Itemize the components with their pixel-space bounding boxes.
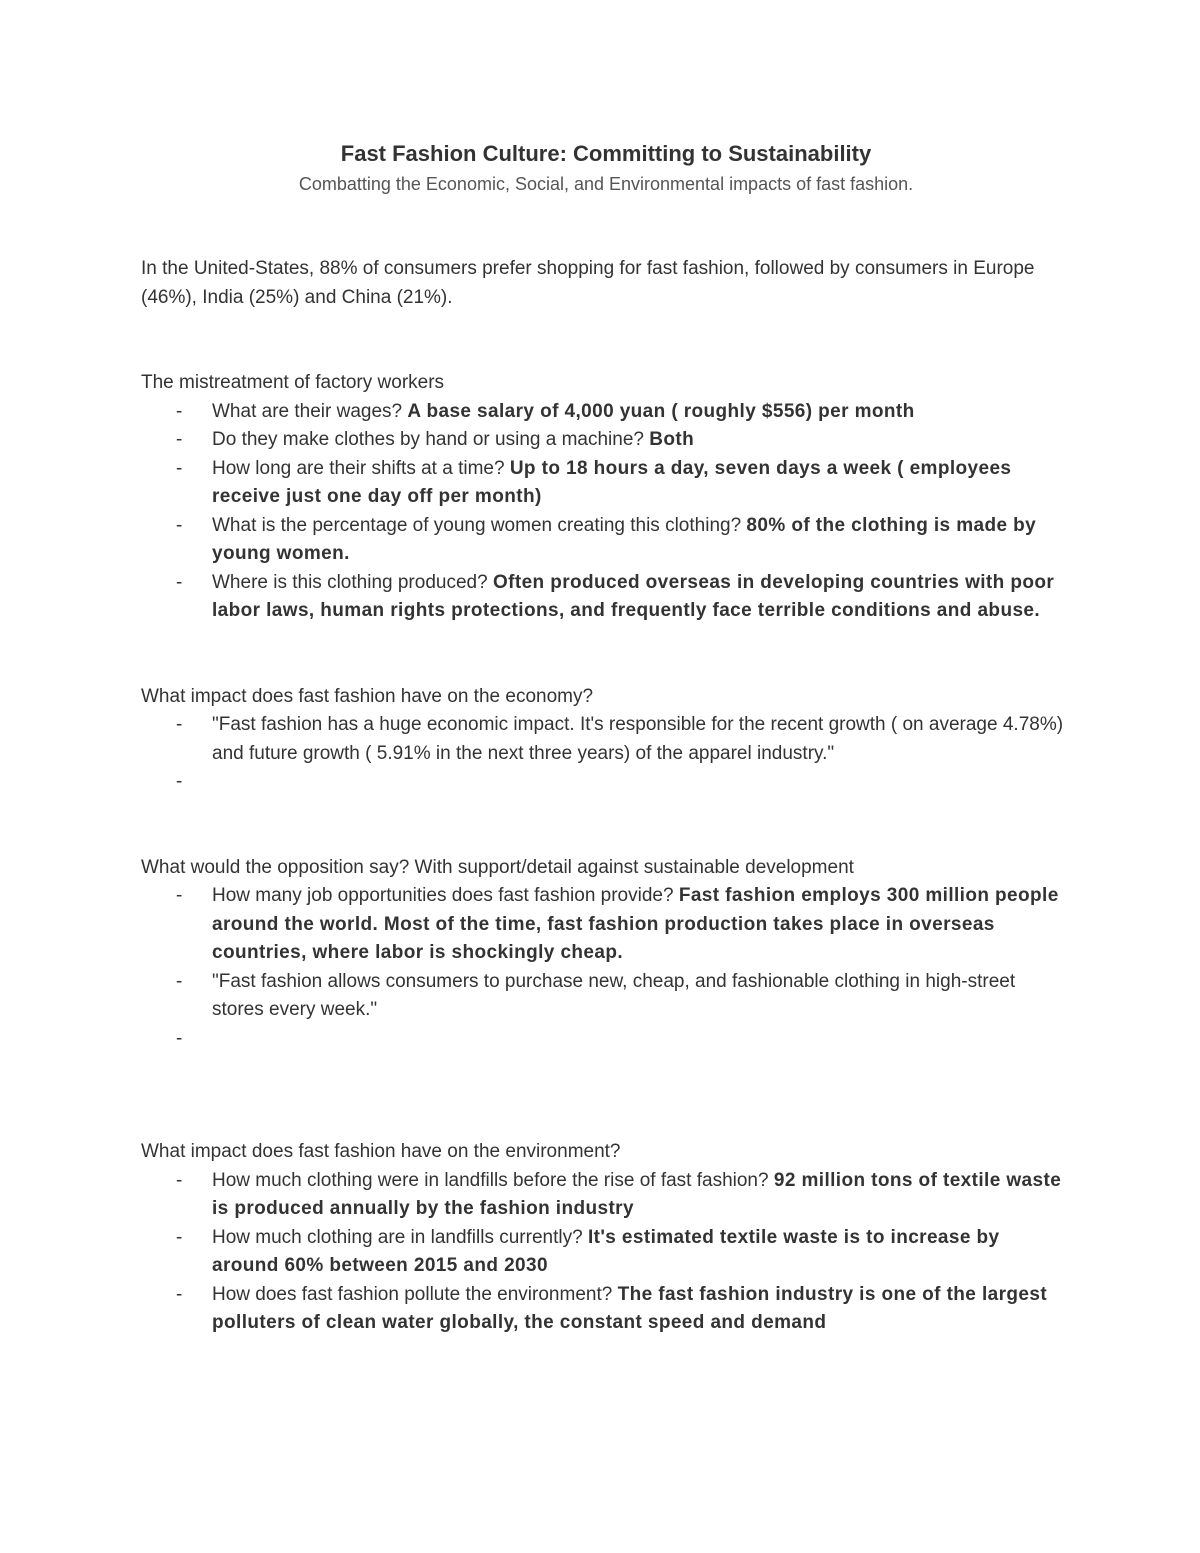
- question-text: Where is this clothing produced?: [212, 571, 493, 593]
- section-heading: What impact does fast fashion have on the economy?: [141, 685, 594, 707]
- answer-text: 92 million tons of textile waste is produced annually by the fashion industry: [212, 1169, 1062, 1219]
- section-heading: What would the opposition say? With support/detail against sustainable development: [141, 856, 854, 878]
- list-item: [212, 569, 1071, 626]
- question-list: [141, 1167, 1071, 1338]
- list-item: [212, 398, 1071, 427]
- question-text: How many job opportunities does fast fashion provide?: [212, 885, 679, 906]
- section-economy: [141, 683, 1071, 797]
- question-text: How long are their shifts at a time?: [212, 457, 510, 479]
- list-item: [212, 711, 1071, 768]
- question-text: How much clothing were in landfills before the rise of fast fashion?: [212, 1169, 774, 1191]
- section-opposition: [141, 854, 1071, 1054]
- question-text: How does fast fashion pollute the environment?: [212, 1283, 618, 1305]
- document-title: Fast Fashion Culture: Committing to Sustainability: [340, 141, 872, 166]
- document-page: [141, 138, 1071, 1338]
- list-item: [212, 426, 1071, 455]
- empty-list-item: [212, 768, 1071, 797]
- answer-text: It's estimated textile waste is to increase by around 60% between 2015 and 2030: [212, 1226, 1000, 1276]
- question-text: How much clothing are in landfills currently?: [212, 1226, 588, 1248]
- quote-text: "Fast fashion has a huge economic impact. It's responsible for the recent growth ( on average 4.78%) and future growth ( 5.91% in the next three years) of the apparel industry.": [212, 714, 1064, 764]
- question-list: [141, 711, 1071, 797]
- question-text: Do they make clothes by hand or using a machine?: [212, 429, 650, 450]
- question-text: What is the percentage of young women creating this clothing?: [212, 514, 747, 536]
- empty-list-item: [212, 1025, 1071, 1054]
- answer-text: Often produced overseas in developing countries with poor labor laws, human rights protections, and frequently face terrible conditions and abuse.: [212, 571, 1055, 621]
- quote-text: "Fast fashion allows consumers to purchase new, cheap, and fashionable clothing in high-street stores every week.": [212, 970, 1016, 1020]
- question-list: [141, 398, 1071, 626]
- list-item: [212, 512, 1071, 569]
- section-heading: What impact does fast fashion have on the environment?: [141, 1141, 621, 1162]
- list-item: [212, 968, 1071, 1025]
- answer-text: 80% of the clothing is made by young women.: [212, 514, 1037, 564]
- answer-text: Both: [649, 429, 695, 450]
- question-text: What are their wages?: [212, 400, 408, 422]
- answer-text: The fast fashion industry is one of the largest polluters of clean water globally, the constant speed and demand: [212, 1283, 1048, 1333]
- answer-text: A base salary of 4,000 yuan ( roughly $556) per month: [407, 400, 915, 422]
- answer-text: Fast fashion employs 300 million people around the world. Most of the time, fast fashion production takes place in overseas countries, where labor is shockingly cheap.: [212, 885, 1059, 963]
- section-environment: [141, 1138, 1071, 1338]
- list-item: [212, 1167, 1071, 1224]
- list-item: [212, 1224, 1071, 1281]
- list-item: [212, 882, 1071, 968]
- intro-paragraph: In the United-States, 88% of consumers prefer shopping for fast fashion, followed by consumers in Europe (46%), India (25%) and China (21%).: [141, 258, 1035, 308]
- question-list: [141, 882, 1071, 1053]
- answer-text: Up to 18 hours a day, seven days a week ( employees receive just one day off per month): [212, 457, 1012, 507]
- document-subtitle: Combatting the Economic, Social, and Environmental impacts of fast fashion.: [298, 174, 914, 194]
- list-item: [212, 455, 1071, 512]
- section-heading: The mistreatment of factory workers: [141, 372, 445, 393]
- list-item: [212, 1281, 1071, 1338]
- section-factory-workers: [141, 369, 1071, 626]
